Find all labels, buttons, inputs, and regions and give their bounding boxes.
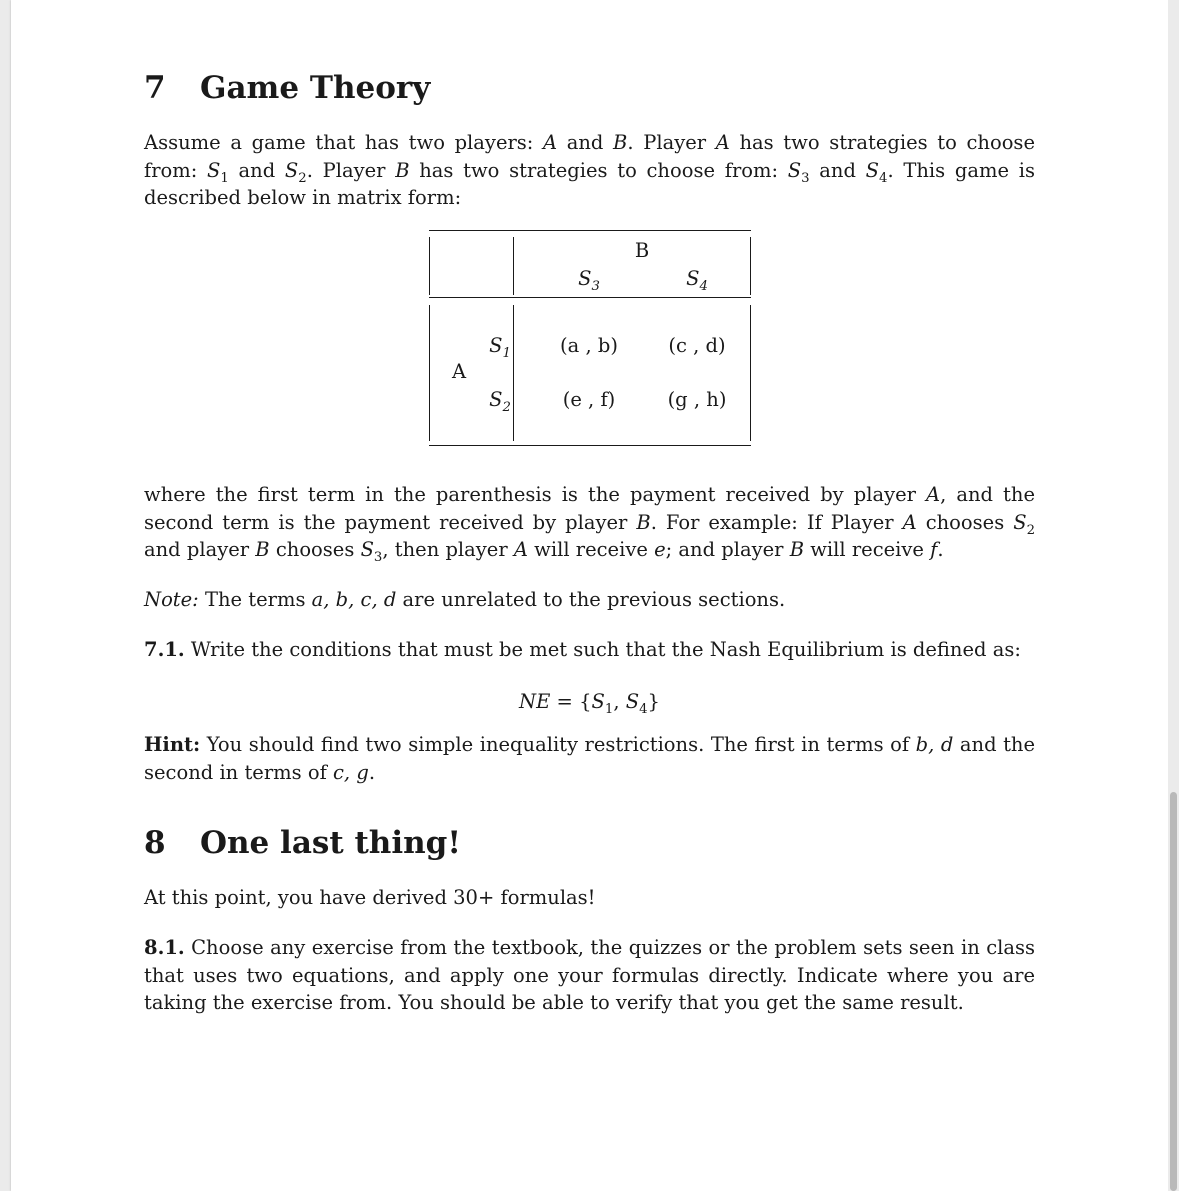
column-strategy-s4: $S_4$ — [686, 267, 708, 294]
note-label: Note: — [144, 588, 199, 611]
note-paragraph: Note: The terms a, b, c, d are unrelated to the previous sections. — [144, 588, 786, 611]
row-player-label: A — [451, 360, 467, 383]
hint-paragraph: Hint: You should find two simple inequality restrictions. The first in terms of b, d and the second in terms of c, g. — [144, 733, 1036, 784]
question-8-1: 8.1. Choose any exercise from the textbook, the quizzes or the problem sets seen in class that uses two equations, and apply one your formulas directly. Indicate where you are taking the exercise from. You should be able to verify that you get the same result. — [144, 936, 1035, 1014]
vertical-scrollbar[interactable] — [1168, 0, 1179, 1191]
payoff-matrix — [429, 230, 751, 448]
section-7-heading — [144, 70, 430, 106]
matrix-vline-right-top — [750, 237, 751, 295]
row-strategy-s2: $S_2$ — [489, 388, 511, 415]
matrix-vline-right-body — [750, 305, 751, 441]
matrix-top-rule — [429, 230, 751, 231]
section-8-heading — [144, 825, 461, 861]
matrix-vline-mid-body — [513, 305, 514, 441]
payoff-cell: (c , d) — [668, 334, 726, 357]
explanation-paragraph: where the first term in the parenthesis is the payment received by player A, and the second term is the payment received by player B. For example: If Player A chooses $S_2$ and player B chooses $S_3$, then player A will receive e; and player B will receive f. — [144, 483, 1035, 565]
document-page — [11, 0, 1168, 1191]
payoff-cell: (a , b) — [560, 334, 618, 357]
section-number: 8 — [144, 825, 166, 861]
row-strategy-s1: $S_1$ — [489, 334, 511, 361]
question-label: 7.1. — [144, 638, 185, 661]
column-strategy-s3: $S_3$ — [578, 267, 600, 294]
payoff-cell: (g , h) — [667, 388, 727, 411]
scrollbar-thumb[interactable] — [1170, 792, 1177, 1191]
nash-equilibrium-equation: NE = {$S_1$, $S_4$} — [519, 690, 660, 717]
question-7-1: 7.1. Write the conditions that must be met such that the Nash Equilibrium is defined as: — [144, 638, 1021, 661]
matrix-vline-left-body — [429, 305, 430, 441]
matrix-bottom-rule — [429, 445, 751, 446]
question-label: 8.1. — [144, 936, 185, 959]
section-number: 7 — [144, 70, 166, 106]
intro-paragraph: Assume a game that has two players: A and B. Player A has two strategies to choose from: $S_1$ and $S_2$. Player B has two strategies to choose from: $S_3$ and $S_4$. This game is described below in matrix form: — [144, 131, 1035, 209]
matrix-vline-left-top — [429, 237, 430, 295]
matrix-header-rule — [429, 297, 751, 298]
payoff-cell: (e , f) — [562, 388, 616, 411]
section-8-intro: At this point, you have derived 30+ formulas! — [144, 886, 596, 909]
section-title: One last thing! — [200, 825, 461, 861]
section-title: Game Theory — [200, 70, 431, 106]
column-player-label: B — [634, 239, 650, 262]
matrix-vline-mid-top — [513, 237, 514, 295]
hint-label: Hint: — [144, 733, 201, 756]
